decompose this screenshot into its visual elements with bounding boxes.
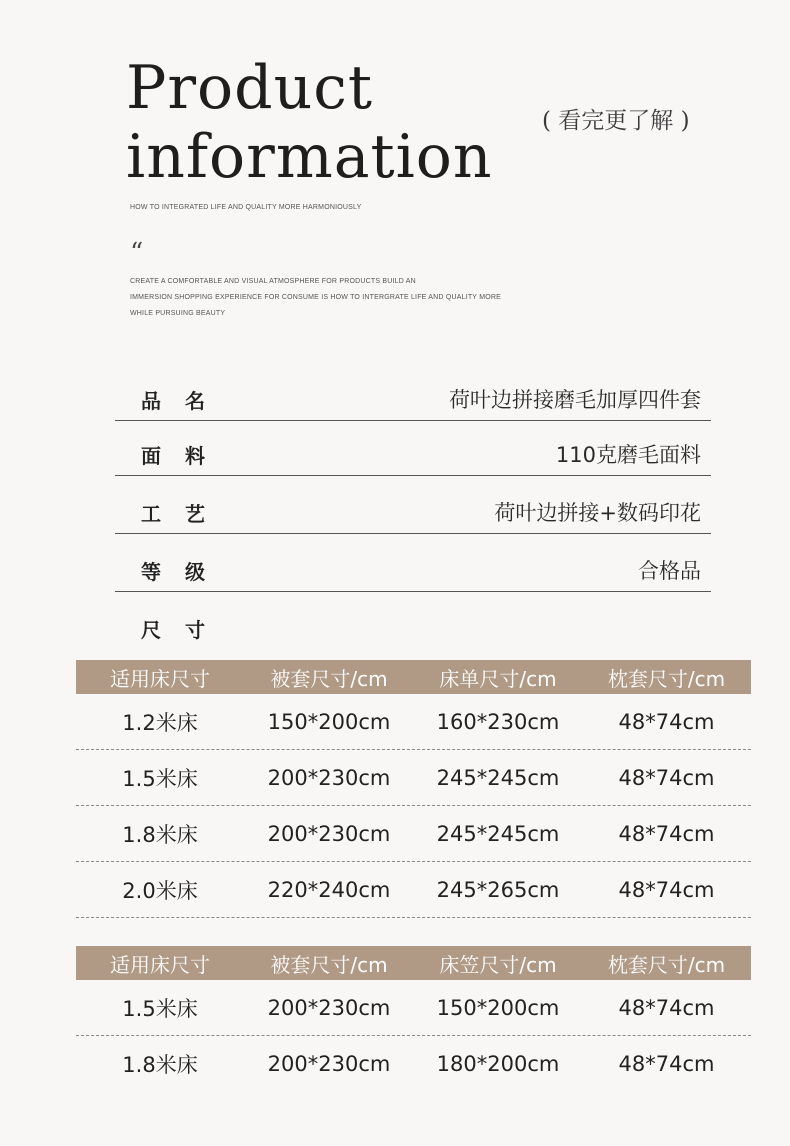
table-cell: 48*74cm	[618, 765, 715, 790]
column-header: 床笠尺寸/cm	[439, 952, 557, 977]
spec-value: 荷叶边拼接+数码印花	[494, 501, 701, 525]
page-title-line-1: Product	[126, 53, 373, 123]
spec-key: 品名	[141, 389, 229, 413]
spec-value: 合格品	[638, 559, 701, 583]
spec-row-craft	[115, 485, 711, 534]
spec-row-name	[115, 372, 711, 421]
table-row	[76, 862, 751, 918]
table-cell: 150*200cm	[267, 709, 391, 734]
table-cell: 1.2米床	[122, 710, 198, 735]
table-row	[76, 806, 751, 862]
read-more-note: ( 看完更了解 )	[542, 108, 690, 134]
table-cell: 1.5米床	[122, 766, 198, 791]
spec-row-fabric	[115, 427, 711, 476]
table-cell: 48*74cm	[618, 995, 715, 1020]
table-cell: 200*230cm	[267, 995, 391, 1020]
table-cell: 245*265cm	[436, 877, 560, 902]
column-header: 被套尺寸/cm	[270, 666, 388, 691]
table-cell: 245*245cm	[436, 765, 560, 790]
table-cell: 48*74cm	[618, 877, 715, 902]
spec-key: 面料	[141, 444, 229, 468]
size-table-fitted	[76, 946, 751, 1091]
tagline: HOW TO INTEGRATED LIFE AND QUALITY MORE HARMONIOUSLY	[130, 204, 362, 211]
table-header	[76, 946, 751, 980]
size-table-sheet	[76, 660, 751, 918]
spec-row-grade	[115, 543, 711, 592]
table-row	[76, 750, 751, 806]
table-cell: 48*74cm	[618, 709, 715, 734]
table-cell: 1.8米床	[122, 822, 198, 847]
intro-line: CREATE A COMFORTABLE AND VISUAL ATMOSPHERE FOR PRODUCTS BUILD AN	[130, 278, 416, 285]
column-header: 床单尺寸/cm	[439, 666, 557, 691]
intro-paragraph	[130, 274, 501, 322]
table-cell: 2.0米床	[122, 878, 198, 903]
table-cell: 1.8米床	[122, 1052, 198, 1077]
table-cell: 180*200cm	[436, 1051, 560, 1076]
column-header: 枕套尺寸/cm	[607, 666, 726, 691]
table-cell: 200*230cm	[267, 1051, 391, 1076]
table-row	[76, 980, 751, 1036]
spec-key: 工艺	[141, 502, 229, 526]
column-header: 被套尺寸/cm	[270, 952, 388, 977]
spec-value: 110克磨毛面料	[555, 443, 701, 467]
table-cell: 160*230cm	[436, 709, 560, 734]
table-cell: 48*74cm	[618, 821, 715, 846]
intro-line: WHILE PURSUING BEAUTY	[130, 310, 226, 317]
column-header: 适用床尺寸	[110, 952, 210, 977]
intro-line: IMMERSION SHOPPING EXPERIENCE FOR CONSUME IS HOW TO INTERGRATE LIFE AND QUALITY MORE	[130, 294, 501, 301]
table-cell: 200*230cm	[267, 765, 391, 790]
table-cell: 200*230cm	[267, 821, 391, 846]
table-cell: 48*74cm	[618, 1051, 715, 1076]
spec-value: 荷叶边拼接磨毛加厚四件套	[449, 388, 701, 412]
table-header	[76, 660, 751, 694]
table-cell: 150*200cm	[436, 995, 560, 1020]
column-header: 适用床尺寸	[110, 666, 210, 691]
table-cell: 245*245cm	[436, 821, 560, 846]
spec-key: 等级	[141, 560, 229, 584]
page-title-line-2: information	[126, 122, 493, 192]
table-row	[76, 1036, 751, 1091]
column-header: 枕套尺寸/cm	[607, 952, 726, 977]
size-section-label: 尺寸	[141, 618, 229, 642]
table-cell: 220*240cm	[267, 877, 391, 902]
quote-icon: “	[130, 238, 144, 268]
table-cell: 1.5米床	[122, 996, 198, 1021]
table-row	[76, 694, 751, 750]
